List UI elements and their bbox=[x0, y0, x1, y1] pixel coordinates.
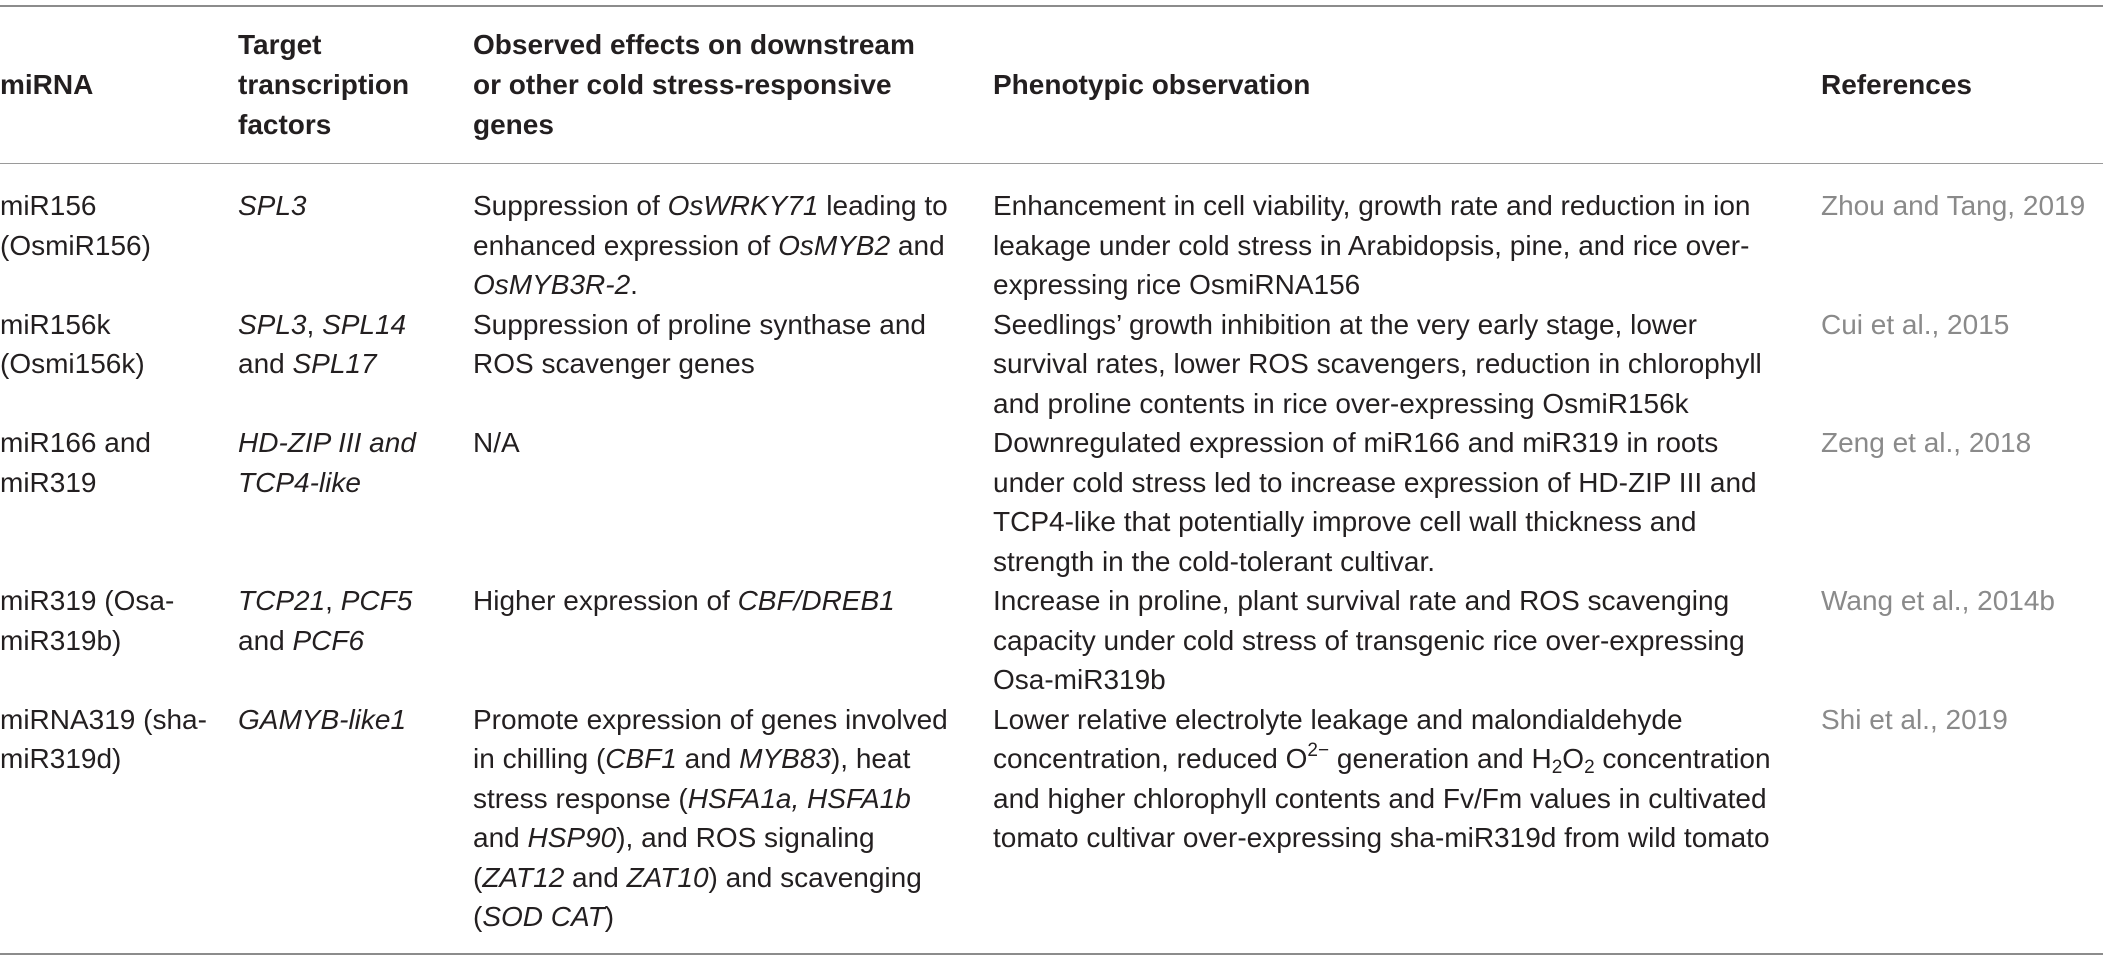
data-table bbox=[0, 5, 2103, 955]
phenotype-line: survival rates, lower ROS scavengers, reduction in chlorophyll bbox=[993, 348, 1762, 379]
phenotype-line-segment: 2 bbox=[1584, 757, 1595, 778]
target-line bbox=[238, 305, 473, 345]
phenotype-line: Enhancement in cell viability, growth rate and reduction in ion bbox=[993, 190, 1751, 221]
effects-line-segment: SOD CAT bbox=[482, 901, 605, 932]
effects-line-segment: CBF/DREB1 bbox=[737, 585, 895, 616]
phenotype-line bbox=[993, 779, 1821, 819]
mirna-line: miR319 bbox=[0, 466, 97, 498]
effects-line-segment: HSFA1a, HSFA1b bbox=[687, 782, 911, 814]
table-row bbox=[0, 581, 2103, 700]
effects-line-segment: and bbox=[473, 822, 528, 853]
target-line-segment: SPL14 bbox=[322, 308, 407, 340]
header-references bbox=[1821, 65, 2103, 105]
cell-target-factors bbox=[238, 186, 473, 305]
effects-line bbox=[473, 779, 993, 819]
mirna-line: miR156 bbox=[0, 190, 97, 221]
table-header-row bbox=[0, 7, 2103, 163]
header-references-label: References bbox=[1821, 69, 1972, 100]
effects-line bbox=[473, 700, 993, 740]
header-effects-line: or other cold stress-responsive bbox=[473, 69, 892, 100]
target-line-segment: SPL3 bbox=[238, 308, 307, 340]
phenotype-line: Increase in proline, plant survival rate and ROS scavenging bbox=[993, 585, 1730, 616]
target-line-segment: TCP21 bbox=[238, 585, 326, 616]
effects-line-segment: in chilling ( bbox=[473, 743, 606, 774]
target-line-segment: SPL17 bbox=[292, 348, 377, 379]
mirna-line: miR319b) bbox=[0, 624, 122, 656]
cell-phenotype bbox=[993, 305, 1821, 424]
cell-mirna bbox=[0, 186, 238, 305]
cell-mirna bbox=[0, 700, 238, 937]
effects-line bbox=[473, 305, 993, 345]
target-line-segment: TCP4-like bbox=[238, 466, 361, 498]
header-target-transcription-factors bbox=[238, 25, 473, 145]
effects-line-segment: N/A bbox=[473, 427, 520, 458]
effects-line-segment: leading to bbox=[818, 190, 948, 221]
cell-phenotype bbox=[993, 700, 1821, 937]
effects-line bbox=[473, 186, 993, 226]
effects-line bbox=[473, 858, 993, 898]
cell-mirna bbox=[0, 581, 238, 700]
effects-line-segment: ZAT10 bbox=[626, 861, 709, 893]
effects-line-segment: CBF1 bbox=[605, 743, 677, 774]
effects-line-segment: ) bbox=[604, 901, 615, 932]
effects-line bbox=[473, 581, 993, 621]
header-target-line: Target bbox=[238, 29, 322, 60]
effects-line-segment: enhanced expression of bbox=[473, 229, 779, 261]
phenotype-line: under cold stress led to increase expression of HD-ZIP III and bbox=[993, 466, 1757, 498]
target-line-segment: and bbox=[238, 624, 293, 656]
cell-target-factors bbox=[238, 423, 473, 581]
header-phenotypic-observation bbox=[993, 65, 1821, 105]
effects-line-segment: HSP90 bbox=[527, 822, 617, 853]
phenotype-line-segment: O bbox=[1562, 743, 1585, 774]
phenotype-line-segment: Lower relative electrolyte leakage and malondialdehyde bbox=[993, 703, 1683, 735]
table-row bbox=[0, 186, 2103, 305]
target-line-segment: PCF5 bbox=[340, 585, 413, 616]
effects-line bbox=[473, 818, 993, 858]
target-line-segment: , bbox=[306, 308, 323, 340]
mirna-line: miR319 (Osa- bbox=[0, 585, 175, 616]
table-body bbox=[0, 164, 2103, 953]
phenotype-line: capacity under cold stress of transgenic rice over-expressing bbox=[993, 624, 1745, 656]
header-mirna bbox=[0, 65, 238, 105]
phenotype-line: Seedlings’ growth inhibition at the very early stage, lower bbox=[993, 308, 1698, 340]
target-line bbox=[238, 423, 473, 463]
cell-phenotype bbox=[993, 423, 1821, 581]
effects-line-segment: ), heat bbox=[830, 743, 911, 774]
header-observed-effects bbox=[473, 25, 993, 145]
target-line-segment: and bbox=[238, 348, 293, 379]
cell-phenotype bbox=[993, 186, 1821, 305]
phenotype-line-segment: generation and H bbox=[1329, 743, 1552, 774]
effects-line bbox=[473, 226, 993, 266]
effects-line-segment: OsWRKY71 bbox=[667, 190, 819, 221]
effects-line-segment: Suppression of bbox=[473, 190, 668, 221]
effects-line-segment: ( bbox=[473, 901, 483, 932]
cell-mirna bbox=[0, 305, 238, 424]
effects-line-segment: ZAT12 bbox=[482, 861, 565, 893]
effects-line bbox=[473, 265, 993, 305]
reference-link[interactable]: Wang et al., 2014b bbox=[1821, 585, 2056, 616]
table-row bbox=[0, 305, 2103, 424]
effects-line-segment: OsMYB2 bbox=[778, 229, 891, 261]
effects-line-segment: MYB83 bbox=[739, 743, 831, 774]
mirna-line: (OsmiR156) bbox=[0, 229, 151, 261]
mirna-line: miRNA319 (sha- bbox=[0, 703, 207, 735]
target-line-segment: , bbox=[325, 585, 341, 616]
effects-line-segment: ) and scavenging bbox=[708, 861, 922, 893]
cell-observed-effects bbox=[473, 581, 993, 700]
cell-observed-effects bbox=[473, 700, 993, 937]
phenotype-line: strength in the cold-tolerant cultivar. bbox=[993, 545, 1436, 577]
effects-line-segment: ( bbox=[473, 861, 483, 893]
reference-link[interactable]: Zeng et al., 2018 bbox=[1821, 427, 2032, 458]
target-line bbox=[238, 186, 473, 226]
target-line bbox=[238, 581, 473, 621]
phenotype-line: Downregulated expression of miR166 and miR319 in roots bbox=[993, 427, 1719, 458]
header-phenotype-label: Phenotypic observation bbox=[993, 69, 1311, 100]
phenotype-line-segment: and higher chlorophyll contents and Fv/Fm values in cultivated bbox=[993, 782, 1767, 814]
effects-line bbox=[473, 739, 993, 779]
mirna-line: (Osmi156k) bbox=[0, 348, 145, 379]
cell-observed-effects bbox=[473, 423, 993, 581]
phenotype-line: and proline contents in rice over-expressing OsmiR156k bbox=[993, 387, 1689, 419]
effects-line bbox=[473, 423, 993, 463]
phenotype-line-segment: concentration, reduced O bbox=[993, 743, 1308, 774]
phenotype-line bbox=[993, 739, 1821, 779]
header-effects-line: Observed effects on downstream bbox=[473, 29, 915, 60]
cell-observed-effects bbox=[473, 305, 993, 424]
target-line-segment: SPL3 bbox=[238, 190, 307, 221]
target-line bbox=[238, 621, 473, 661]
target-line bbox=[238, 344, 473, 384]
effects-line bbox=[473, 897, 993, 937]
effects-line-segment: and bbox=[676, 743, 740, 774]
header-target-line: factors bbox=[238, 109, 332, 140]
effects-line-segment: Promote expression of genes involved bbox=[473, 703, 948, 735]
mirna-line: miR319d) bbox=[0, 743, 122, 774]
cell-target-factors bbox=[238, 700, 473, 937]
target-line-segment: GAMYB-like1 bbox=[238, 703, 407, 735]
phenotype-line-segment: concentration bbox=[1594, 743, 1771, 774]
phenotype-line bbox=[993, 700, 1821, 740]
effects-line-segment: and bbox=[564, 861, 627, 893]
table-bottom-rule bbox=[0, 953, 2103, 955]
phenotype-line bbox=[993, 818, 1821, 858]
effects-line-segment: stress response ( bbox=[473, 782, 688, 814]
target-line bbox=[238, 463, 473, 503]
cell-mirna bbox=[0, 423, 238, 581]
effects-line bbox=[473, 344, 993, 384]
mirna-line: miR166 and bbox=[0, 427, 151, 458]
cell-observed-effects bbox=[473, 186, 993, 305]
reference-link[interactable]: Cui et al., 2015 bbox=[1821, 308, 2010, 340]
header-effects-line: genes bbox=[473, 109, 554, 140]
phenotype-line: expressing rice OsmiRNA156 bbox=[993, 269, 1361, 300]
target-line-segment: HD-ZIP III and bbox=[238, 427, 416, 458]
phenotype-line: Osa-miR319b bbox=[993, 664, 1166, 695]
effects-line-segment: Higher expression of bbox=[473, 585, 738, 616]
phenotype-line-segment: tomato cultivar over-expressing sha-miR319d from wild tomato bbox=[993, 822, 1770, 853]
header-target-line: transcription bbox=[238, 69, 410, 100]
effects-line-segment: and bbox=[890, 229, 945, 261]
reference-link[interactable]: Zhou and Tang, 2019 bbox=[1821, 190, 2086, 221]
reference-link[interactable]: Shi et al., 2019 bbox=[1821, 703, 2008, 735]
cell-phenotype bbox=[993, 581, 1821, 700]
effects-line-segment: Suppression of proline synthase and bbox=[473, 308, 926, 340]
effects-line-segment: ), and ROS signaling bbox=[616, 822, 875, 853]
table-row bbox=[0, 700, 2103, 937]
phenotype-line: leakage under cold stress in Arabidopsis, pine, and rice over- bbox=[993, 229, 1750, 261]
phenotype-line-segment: 2− bbox=[1307, 740, 1330, 761]
target-line-segment: PCF6 bbox=[292, 624, 365, 656]
effects-line-segment: . bbox=[630, 269, 638, 300]
phenotype-line: TCP4-like that potentially improve cell wall thickness and bbox=[993, 506, 1697, 537]
effects-line-segment: OsMYB3R-2 bbox=[473, 269, 631, 300]
header-mirna-label: miRNA bbox=[0, 69, 94, 100]
effects-line-segment: ROS scavenger genes bbox=[473, 348, 755, 379]
target-line bbox=[238, 700, 473, 740]
mirna-line: miR156k bbox=[0, 308, 111, 340]
cell-target-factors bbox=[238, 581, 473, 700]
table-row bbox=[0, 423, 2103, 581]
cell-target-factors bbox=[238, 305, 473, 424]
phenotype-line-segment: 2 bbox=[1551, 757, 1563, 778]
